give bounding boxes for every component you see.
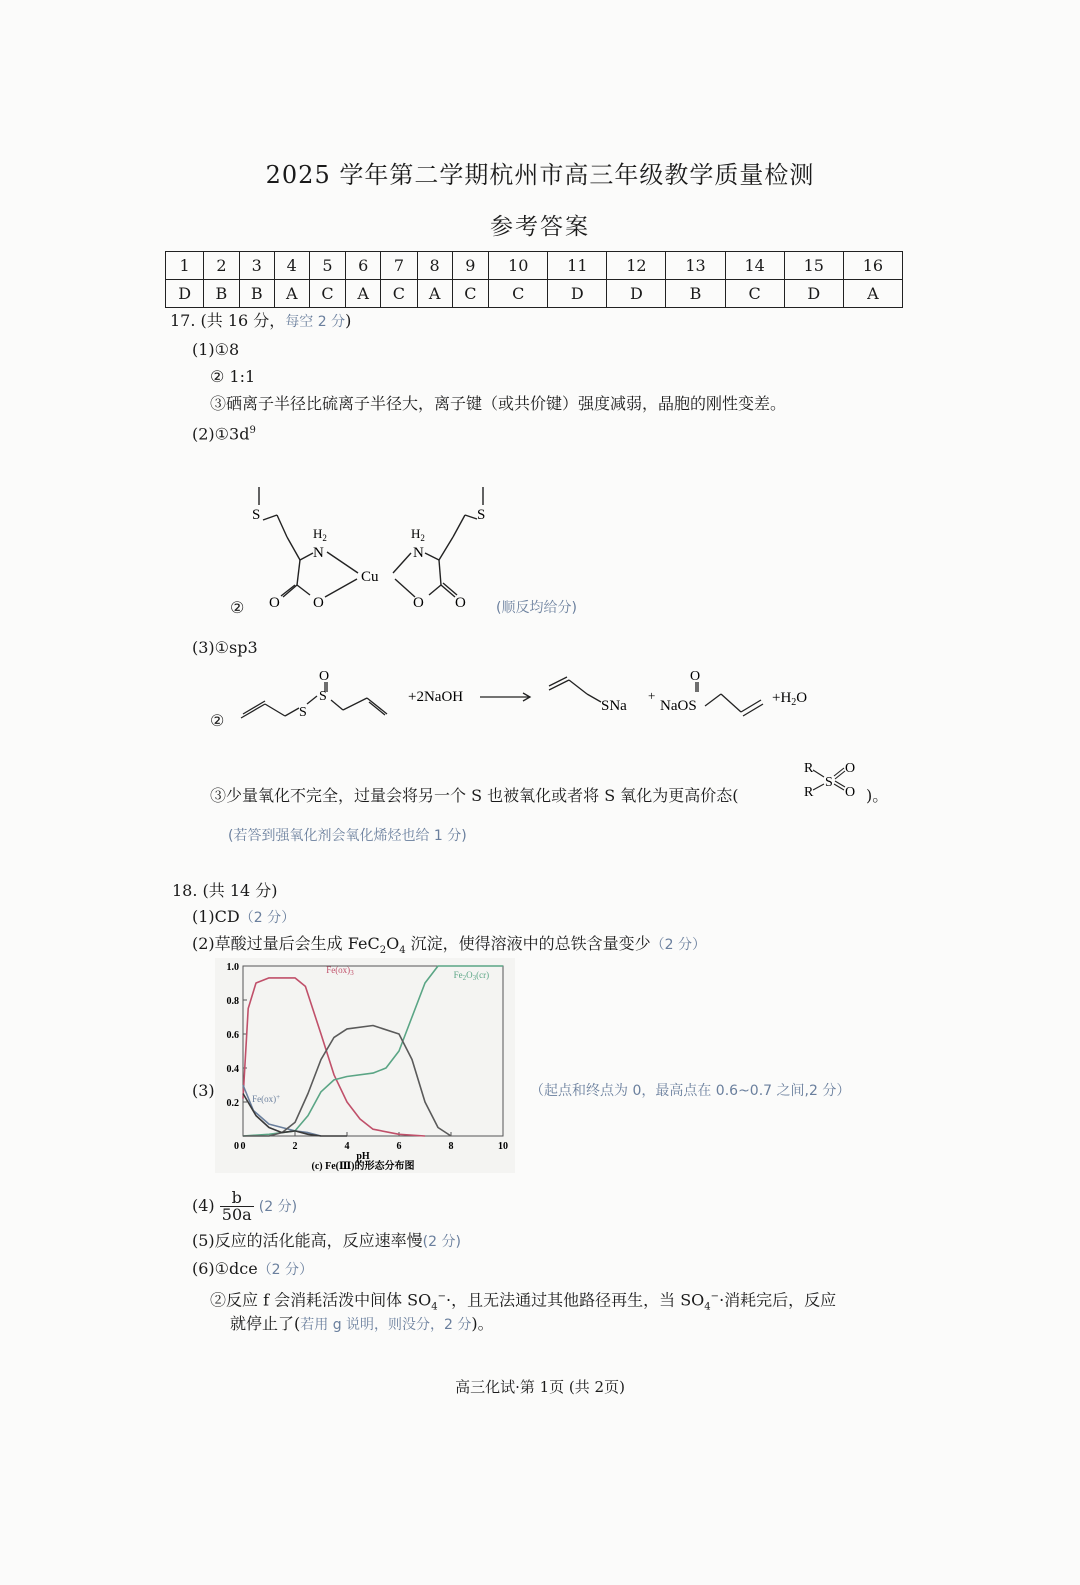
answer-number-cell: 14 [725, 252, 784, 280]
q18-p6-2: ②反应 f 会消耗活泼中间体 $SO_4^-\cdot$，且无法通过其他路径再生，当 $SO_4^-\cdot$消耗完后，反应 [210, 1290, 837, 1313]
q18-p5-note: (2 分) [422, 1234, 461, 1250]
rxn-plus: + [648, 688, 656, 703]
q17-p3-3-text: ③少量氧化不完全，过量会将另一个 S 也被氧化或者将 S 氧化为更高价态( [210, 786, 739, 805]
answer-number-cell: 5 [309, 252, 346, 280]
answer-table-number-row [166, 252, 903, 280]
reaction-scheme [235, 670, 835, 730]
fe-speciation-chart [215, 958, 515, 1173]
q17-head-note: 每空 2 分 [285, 314, 346, 330]
q18-p1-note: （2 分） [239, 910, 296, 926]
struct-cu: Cu [361, 569, 379, 585]
sulfone-r-top: R [804, 761, 814, 776]
page-footer [0, 1376, 1080, 1397]
answer-number-cell: 6 [346, 252, 381, 280]
sulfone-structure [798, 756, 868, 804]
answer-letter-cell: A [346, 280, 381, 308]
answer-letter-cell: B [239, 280, 274, 308]
q17-p3-note: (若答到强氧化剂会氧化烯烃也给 1 分) [228, 828, 467, 844]
answer-letter-cell: A [843, 280, 902, 308]
q17-p2-1-sup: 9 [249, 425, 256, 436]
answer-table [165, 251, 903, 308]
answer-letter-cell: C [309, 280, 346, 308]
series-label-fe2o3: $Fe_2O_3(cr)$ [453, 969, 490, 982]
sulfone-o-bottom: O [845, 785, 856, 800]
struct-n-right: N [413, 545, 424, 561]
rxn-water: $+H_2O$ [772, 690, 808, 708]
rxn-s-1: S [319, 689, 327, 704]
q17-p3-3 [210, 785, 739, 807]
q17-p1-2: ② 1:1 [210, 367, 256, 386]
rxn-o-2: O [690, 670, 701, 684]
struct-o-left: O [313, 595, 324, 611]
q18-p6-1-note: （2 分） [257, 1262, 314, 1278]
answer-number-cell: 15 [784, 252, 843, 280]
struct-o-right-dbl: O [455, 595, 466, 611]
y-tick-label: 1.0 [226, 962, 239, 973]
q17-p1-3: ③硒离子半径比硫离子半径大，离子键（或共价键）强度减弱，晶胞的刚性变差。 [210, 394, 787, 413]
q18-p3-note: （起点和终点为 0，最高点在 0.6~0.7 之间,2 分） [530, 1083, 851, 1099]
q17-p2-1 [192, 420, 256, 445]
y-tick-label: 0.4 [226, 1064, 239, 1075]
answer-letter-cell: C [381, 280, 418, 308]
q17-p3-3-end: )。 [866, 786, 889, 805]
answer-number-cell: 8 [417, 252, 452, 280]
q17-p1-1: (1)①8 [192, 340, 240, 359]
struct-h2-left: $H_2$ [313, 526, 327, 543]
series-label-fe-ox-plus: Fe(ox)+ [252, 1093, 281, 1104]
rxn-s-2: S [299, 705, 307, 720]
answer-letter-cell: A [417, 280, 452, 308]
x-tick-label: 10 [498, 1141, 508, 1152]
rxn-sna: SNa [601, 698, 627, 714]
answer-number-cell: 9 [452, 252, 489, 280]
y-tick-label: 0.6 [226, 1030, 239, 1041]
x-tick-label: 4 [344, 1141, 350, 1152]
q18-p2-note: （2 分） [650, 937, 707, 953]
q17-p2-2-note: (顺反均给分) [496, 600, 577, 616]
struct-h2-right: $H_2$ [411, 526, 425, 543]
rxn-o-1: O [319, 670, 330, 684]
x-tick-label: 2 [292, 1141, 298, 1152]
struct-n-left: N [313, 545, 324, 561]
struct-s-right: S [477, 507, 486, 523]
q17-p3-2-label: ② [210, 711, 225, 730]
q18-heading: 18. (共 14 分) [172, 881, 278, 900]
answer-letter-cell: D [548, 280, 607, 308]
answer-number-cell: 1 [166, 252, 204, 280]
answer-letter-cell: D [784, 280, 843, 308]
footer-text: 高三化试·第 1页 (共 2页) [455, 1378, 625, 1396]
origin-label: 0 [234, 1141, 239, 1152]
answer-number-cell: 13 [666, 252, 725, 280]
answer-number-cell: 11 [548, 252, 607, 280]
y-tick-label: 0.2 [226, 1098, 239, 1109]
sulfone-r-bottom: R [804, 785, 814, 800]
q17-p2-2-label: ② [230, 598, 245, 617]
chart-background [215, 958, 515, 1173]
y-tick-label: 0.8 [226, 996, 239, 1007]
answer-letter-cell: C [452, 280, 489, 308]
q18-p6-3-note: 若用 g 说明，则没分，2 分 [300, 1317, 472, 1333]
q18-p4-note: (2 分) [258, 1199, 298, 1215]
x-tick-label: 0 [240, 1141, 246, 1152]
answer-letter-cell: A [274, 280, 309, 308]
answer-letter-cell: D [166, 280, 204, 308]
q18-p6-3: 就停止了(若用 g 说明，则没分，2 分)。 [230, 1314, 494, 1333]
q18-p1-text: (1)CD [192, 907, 240, 926]
q17-head-text: 17. (共 16 分， [170, 311, 286, 330]
answer-letter-cell: C [489, 280, 548, 308]
q18-p5: (5)反应的活化能高，反应速率慢(2 分) [192, 1231, 461, 1250]
q17-heading [170, 310, 351, 333]
answer-number-cell: 7 [381, 252, 418, 280]
q18-p2: (2)草酸过量后会生成 $FeC_2O_4$ 沉淀，使得溶液中的总铁含量变少（2 分） [192, 934, 707, 957]
rxn-naos: NaOS [660, 698, 697, 714]
answer-number-cell: 2 [204, 252, 239, 280]
series-label-fe-ox3: $Fe(ox)_3$ [326, 964, 354, 977]
x-tick-label: 8 [448, 1141, 454, 1152]
answer-letter-cell: D [607, 280, 666, 308]
q18-p6-1: (6)①dce（2 分） [192, 1259, 314, 1278]
q18-p4-fraction: $\frac{b}{50a}$ [221, 1188, 252, 1224]
q18-p1 [192, 906, 295, 929]
chart-title: (c) Fe(Ⅲ)的形态分布图 [311, 1161, 415, 1172]
answer-number-cell: 10 [489, 252, 548, 280]
x-tick-label: 6 [396, 1141, 402, 1152]
answer-number-cell: 16 [843, 252, 902, 280]
q18-p4: (4) $\frac{b}{50a}$ (2 分) [192, 1188, 298, 1224]
sulfone-o-top: O [845, 761, 856, 776]
answer-table-answer-row [166, 280, 903, 308]
answer-letter-cell: B [204, 280, 239, 308]
answer-letter-cell: B [666, 280, 725, 308]
rxn-reagent: +2NaOH [408, 689, 464, 705]
q18-p3-label: (3) [192, 1081, 215, 1100]
answer-number-cell: 4 [274, 252, 309, 280]
answer-number-cell: 12 [607, 252, 666, 280]
struct-s-left: S [252, 507, 261, 523]
sulfone-s: S [825, 775, 833, 790]
x-axis-label: pH [356, 1151, 370, 1162]
answer-number-cell: 3 [239, 252, 274, 280]
q17-head-close: ) [345, 311, 352, 330]
struct-o-left-dbl: O [269, 595, 280, 611]
q17-p2-1-text: (2)①3d [192, 424, 250, 444]
page-title: 2025 学年第二学期杭州市高三年级教学质量检测 [265, 161, 815, 189]
struct-o-right: O [413, 595, 424, 611]
q17-p3-1: (3)①sp3 [192, 638, 258, 657]
page-subtitle: 参考答案 [490, 214, 590, 240]
answer-letter-cell: C [725, 280, 784, 308]
